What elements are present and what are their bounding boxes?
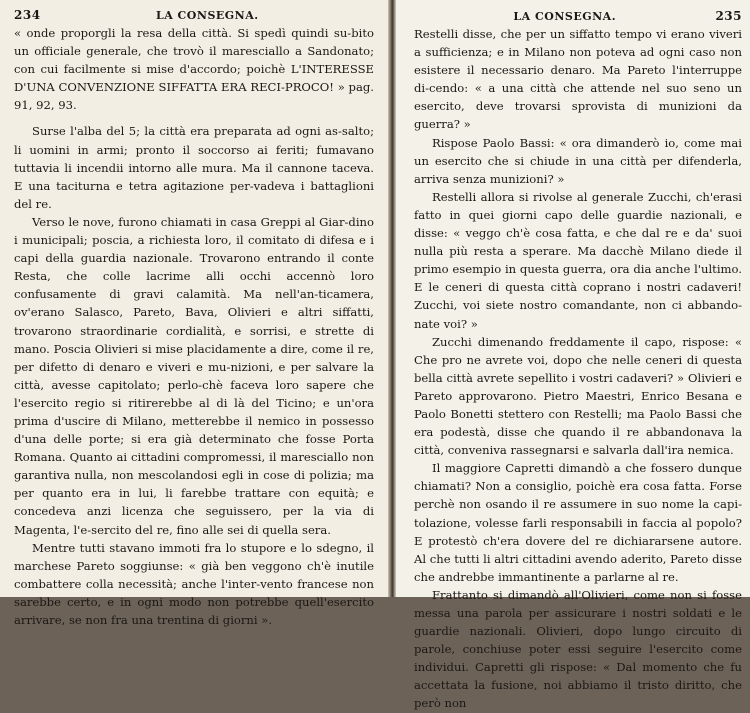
paragraph: Il maggiore Capretti dimandò a che fossero dunque chiamati? Non a consiglio, poichè era cosa fatta. Forse perchè non osando il re assumere in suo nome la capi-tolazione, volesse farli responsabili in faccia al popolo? E protestò ch'era dovere del re dichiararsene autore. Al che tutti li altri cittadini avendo aderito, Pareto disse che andrebbe immantinente a parlarne al re. <box>414 461 742 584</box>
right-running-head: LA CONSEGNA. <box>513 10 617 23</box>
right-page-number: 235 <box>715 9 742 23</box>
paragraph: Surse l'alba del 5; la città era preparata ad ogni as-salto; li uomini in armi; pronto il soccorso ai feriti; fumavano tuttavia li incendii intorno alle mura. Ma il cannone taceva. E una taciturna e tetra agitazione per-vadeva i battaglioni del re. <box>14 124 374 211</box>
paragraph: Restelli disse, che per un siffatto tempo vi erano viveri a sufficienza; e in Milano non poteva ad ogni caso non esistere il necessario denaro. Ma Pareto l'interruppe di-cendo: « a una città che attende nel suo seno un esercito, deve trovarsi sprovista di munizioni da guerra? » <box>414 27 742 132</box>
paragraph: Frattanto si dimandò all'Olivieri, come non si fosse messa una parola per assicurare i nostri soldati e le guardie nazionali. Olivieri, dopo lungo circuito di parole, conchiuse poter essi seguire l'esercito come individui. Capretti gli rispose: « Dal momento che fu accettata la fusione, noi abbiamo il tristo diritto, che però non <box>414 587 742 711</box>
paragraph: Mentre tutti stavano immoti fra lo stupore e lo sdegno, il marchese Pareto soggiunse: « già ben veggono ch'è inutile combattere colla necessità; anche l'inter-vento francese non sarebbe certo, e in ogni modo non potrebbe quell'esercito arrivare, se non fra una trentina di giorni ». <box>14 540 374 627</box>
left-page-number: 234 <box>14 8 41 22</box>
book-gutter <box>388 0 396 597</box>
paragraph: Zucchi dimenando freddamente il capo, rispose: « Che pro ne avrete voi, dopo che nelle ceneri di questa bella città avrete sepellito i vostri cadaveri? » Olivieri e Pareto approvarono. Pietro Maestri, Enrico Besana e Paolo Bonetti stettero con Restelli; ma Paolo Bassi che era podestà, disse che quando il re abbandonava la città, conveniva rassegnarsi e salvarla dall'ira nemica. <box>414 334 742 458</box>
left-running-head: LA CONSEGNA. <box>155 9 259 22</box>
left-page-header <box>14 8 374 24</box>
right-page-header <box>414 9 742 25</box>
left-page-body <box>14 24 374 629</box>
left-page <box>0 0 388 627</box>
right-page <box>396 0 750 711</box>
paragraph: Verso le nove, furono chiamati in casa Greppi al Giar-dino i municipali; poscia, a richiesta loro, il comitato di difesa e i capi della guardia nazionale. Trovarono entrando il conte Resta, che colle lacrime alli occhi accennò loro confusamente di gravi calamità. Ma nell'an-ticamera, ov'erano Salasco, Pareto, Bava, Olivieri e altri siffatti, trovarono straordinarie cordialità, e sorrisi, e strette di mano. Poscia Olivieri si mise placidamente a dire, come il re, per difetto di denaro e viveri e mu-nizioni, e per salvare la città, avesse capitolato; perlo-chè faceva loro sapere che l'esercito regio si ritirerebbe al di là del Ticino; e un'ora prima d'uscire di Milano, metterebbe il nemico in possesso d'una delle porte; si era già determinato che fosse Porta Romana. Quanto ai cittadini compromessi, il maresciallo non garantiva nulla, non mescolandosi egli in cose di polizia; ma per quanto era in lui, li farebbe trattare con equità; e concedeva anzi licenza che seguissero, per la via di Magenta, l'e-sercito del re, fino alle sei di quella sera. <box>14 214 374 537</box>
paragraph: Rispose Paolo Bassi: « ora dimanderò io, come mai un esercito che si chiude in una città per difenderla, arriva senza munizioni? » <box>414 135 742 186</box>
right-page-body <box>414 25 742 713</box>
paragraph: « onde proporgli la resa della città. Si spedì quindi su-bito un officiale generale, che trovò il maresciallo a Sandonato; con cui facilmente si mise d'accordo; poichè L'INTERESSE D'UNA CONVENZIONE SIFFATTA ERA RECI-PROCO! » pag. 91, 92, 93. <box>14 26 374 113</box>
paragraph: Restelli allora si rivolse al generale Zucchi, ch'erasi fatto in quei giorni capo delle guardie nazionali, e disse: « veggo ch'è cosa fatta, e che dal re e da' suoi nulla più resta a sperare. Ma dacchè Milano diede il primo esempio in questa guerra, ora dia anche l'ultimo. E le ceneri di questa città coprano i nostri cadaveri! Zucchi, voi siete nostro comandante, non ci abbando-nate voi? » <box>414 189 742 331</box>
